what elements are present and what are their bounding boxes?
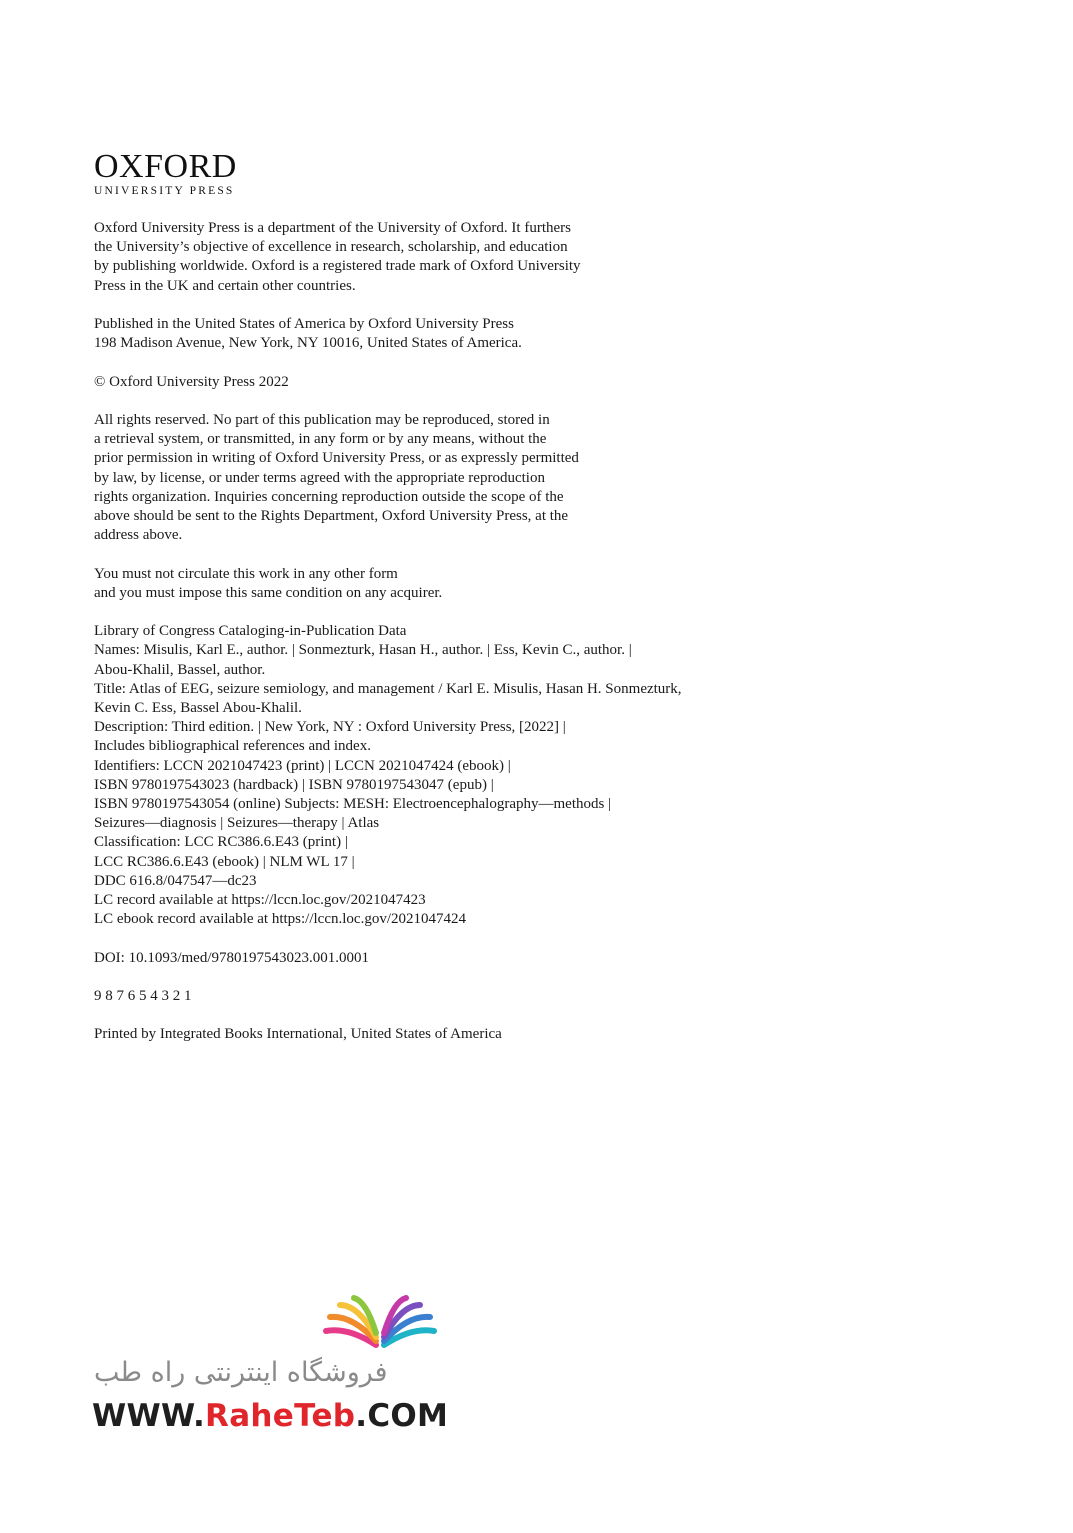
watermark-persian-text: فروشگاه اینترنتی راه طب — [94, 1357, 388, 1388]
text-line: ISBN 9780197543023 (hardback) | ISBN 9780197543047 (epub) | — [94, 776, 494, 793]
paragraph — [94, 622, 794, 929]
url-brand: RaheTeb — [205, 1398, 356, 1434]
publisher-logo — [94, 150, 237, 198]
text-line: Printed by Integrated Books International, United States of America — [94, 1026, 502, 1043]
logo-subtitle: UNIVERSITY PRESS — [94, 185, 235, 197]
text-line: address above. — [94, 527, 183, 544]
url-prefix: WWW. — [92, 1398, 206, 1434]
watermark — [92, 1295, 452, 1445]
text-line: Library of Congress Cataloging-in-Publication Data — [94, 623, 407, 640]
paragraph — [94, 315, 794, 353]
paragraph — [94, 1025, 794, 1044]
text-line: Kevin C. Ess, Bassel Abou-Khalil. — [94, 700, 302, 716]
text-line: by publishing worldwide. Oxford is a registered trade mark of Oxford University — [94, 258, 581, 275]
text-line: rights organization. Inquiries concerning reproduction outside the scope of the — [94, 488, 564, 505]
text-line: the University’s objective of excellence in research, scholarship, and education — [94, 239, 568, 256]
text-line: 9 8 7 6 5 4 3 2 1 — [94, 988, 192, 1005]
text-line: Classification: LCC RC386.6.E43 (print) | — [94, 834, 348, 851]
paragraph — [94, 219, 794, 296]
text-line: Includes bibliographical references and index. — [94, 738, 371, 755]
copyright-page-text — [94, 219, 794, 1064]
text-line: Description: Third edition. | New York, NY : Oxford University Press, [2022] | — [94, 719, 566, 736]
paragraph — [94, 987, 794, 1006]
text-line: Names: Misulis, Karl E., author. | Sonmezturk, Hasan H., author. | Ess, Kevin C., author. | — [94, 642, 632, 659]
text-line: 198 Madison Avenue, New York, NY 10016, United States of America. — [94, 335, 522, 352]
text-line: Published in the United States of America by Oxford University Press — [94, 316, 514, 332]
text-line: Title: Atlas of EEG, seizure semiology, and management / Karl E. Misulis, Hasan H. Sonmezturk, — [94, 680, 682, 697]
text-line: Seizures—diagnosis | Seizures—therapy | Atlas — [94, 815, 380, 832]
paragraph — [94, 565, 794, 603]
text-line: LCC RC386.6.E43 (ebook) | NLM WL 17 | — [94, 853, 355, 870]
watermark-url — [92, 1398, 448, 1434]
text-line: by law, by license, or under terms agreed with the appropriate reproduction — [94, 469, 545, 486]
text-line: a retrieval system, or transmitted, in any form or by any means, without the — [94, 431, 547, 448]
text-line: © Oxford University Press 2022 — [94, 373, 289, 390]
text-line: DDC 616.8/047547—dc23 — [94, 872, 257, 889]
paragraph — [94, 411, 794, 545]
text-line: Oxford University Press is a department of the University of Oxford. It furthers — [94, 220, 571, 236]
text-line: All rights reserved. No part of this publication may be reproduced, stored in — [94, 411, 550, 428]
text-line: DOI: 10.1093/med/9780197543023.001.0001 — [94, 949, 369, 966]
text-line: and you must impose this same condition on any acquirer. — [94, 584, 443, 601]
text-line: above should be sent to the Rights Department, Oxford University Press, at the — [94, 508, 569, 524]
url-suffix: .COM — [355, 1398, 449, 1434]
open-book-icon — [318, 1295, 442, 1353]
text-line: Identifiers: LCCN 2021047423 (print) | LCCN 2021047424 (ebook) | — [94, 757, 511, 774]
logo-name: OXFORD — [94, 148, 237, 185]
text-line: Abou-Khalil, Bassel, author. — [94, 661, 266, 678]
text-line: LC ebook record available at https://lccn.loc.gov/2021047424 — [94, 911, 466, 928]
text-line: You must not circulate this work in any other form — [94, 565, 398, 582]
text-line: LC record available at https://lccn.loc.gov/2021047423 — [94, 892, 426, 909]
text-line: Press in the UK and certain other countries. — [94, 277, 356, 294]
text-line: prior permission in writing of Oxford University Press, or as expressly permitted — [94, 450, 579, 467]
paragraph — [94, 373, 794, 392]
text-line: ISBN 9780197543054 (online) Subjects: MESH: Electroencephalography—methods | — [94, 796, 612, 813]
paragraph — [94, 949, 794, 968]
